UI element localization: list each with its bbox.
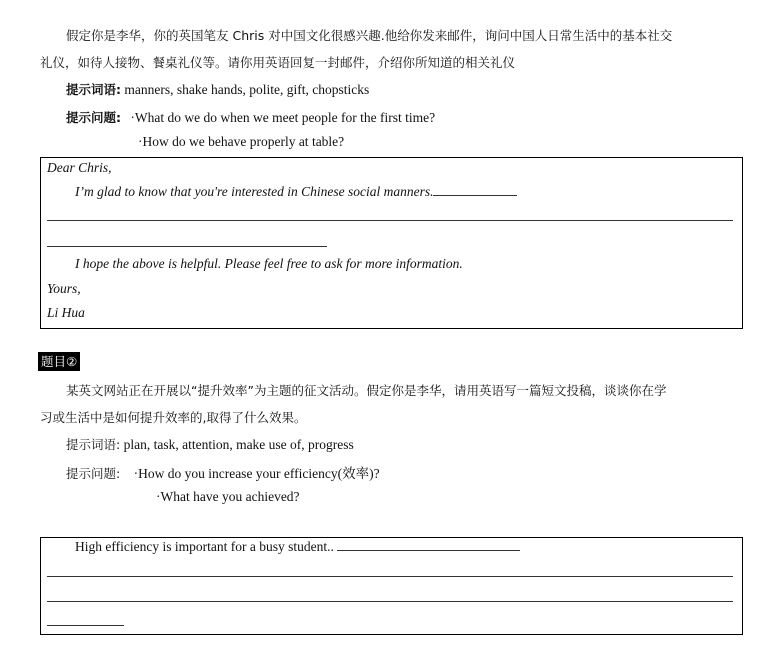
hint-questions-label: 提示问题:	[66, 466, 121, 481]
letter-signoff: Yours,	[47, 281, 81, 296]
task2-hint-question1	[66, 462, 380, 482]
question-text: ·How do you increase your efficiency(效率)?	[133, 466, 380, 481]
task1-intro-line1: 假定你是李华，你的英国笔友 Chris 对中国文化很感兴趣.他给你发来邮件，询问中国人日常生活中的基本社交	[66, 28, 673, 43]
question-text: ·What do we do when we meet people for the first time?	[130, 110, 436, 125]
task1-hint-question1	[66, 108, 435, 126]
task2-intro-line1: 某英文网站正在开展以“提升效率”为主题的征文活动。假定你是李华，请用英语写一篇短文投稿，谈谈你在学	[66, 383, 667, 398]
hint-words-text: plan, task, attention, make use of, progress	[123, 437, 354, 452]
writing-line[interactable]	[47, 601, 733, 602]
task1-hint-words	[66, 80, 369, 98]
answer-opening-text: High efficiency is important for a busy student..	[75, 539, 334, 554]
task2-hint-words	[66, 435, 354, 453]
writing-blank[interactable]	[433, 194, 517, 196]
writing-line[interactable]	[47, 625, 124, 626]
task2-intro-line2: 习或生活中是如何提升效率的,取得了什么效果。	[40, 410, 307, 425]
letter-salutation: Dear Chris,	[47, 160, 112, 175]
task1-answer-box	[40, 157, 743, 329]
task1-hint-question2: ·How do we behave properly at table?	[138, 134, 345, 149]
task1-intro-line2: 礼仪，如待人接物、餐桌礼仪等。请你用英语回复一封邮件，介绍你所知道的相关礼仪	[40, 55, 516, 70]
writing-line[interactable]	[47, 246, 327, 247]
letter-opening-text: I’m glad to know that you're interested in Chinese social manners.	[75, 184, 434, 199]
letter-closing: I hope the above is helpful. Please feel free to ask for more information.	[75, 256, 463, 271]
letter-opening	[75, 184, 517, 200]
hint-words-label: 提示词语:	[66, 437, 121, 452]
task2-answer-opening	[75, 539, 520, 555]
hint-questions-label: 提示问题:	[66, 110, 121, 125]
letter-signature: Li Hua	[47, 305, 85, 320]
task2-label: 题目②	[38, 352, 80, 371]
writing-line[interactable]	[47, 220, 733, 221]
writing-line[interactable]	[47, 576, 733, 577]
task2-hint-question2: ·What have you achieved?	[156, 489, 300, 504]
writing-blank[interactable]	[337, 549, 520, 551]
hint-words-label: 提示词语:	[66, 82, 121, 97]
hint-words-text: manners, shake hands, polite, gift, chopsticks	[124, 82, 370, 97]
